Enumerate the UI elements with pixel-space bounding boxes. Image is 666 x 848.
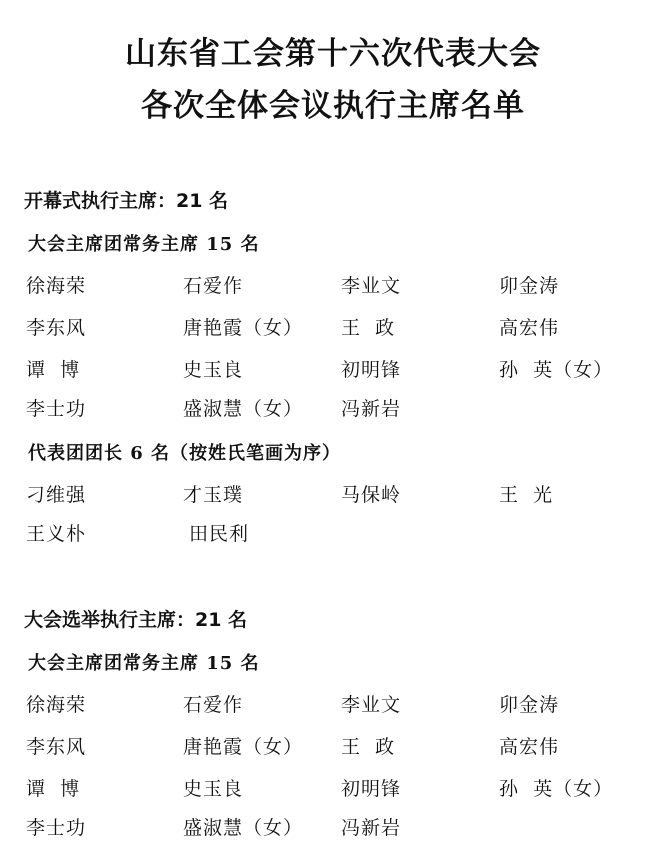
member-name: 李东风 <box>26 736 87 758</box>
member-name: 唐艳霞（女） <box>183 317 304 339</box>
name-row <box>0 815 666 841</box>
member-name: 卯金涛 <box>499 275 560 297</box>
name-row <box>0 273 666 299</box>
member-name: 高宏伟 <box>499 736 560 758</box>
member-name: 田民利 <box>189 523 250 545</box>
member-name: 李士功 <box>26 398 87 420</box>
member-name: 马保岭 <box>341 484 402 506</box>
member-name: 谭 博 <box>26 359 81 381</box>
name-row <box>0 521 666 547</box>
member-name: 初明锋 <box>341 778 402 800</box>
member-name: 徐海荣 <box>26 275 87 297</box>
name-row <box>0 357 666 383</box>
member-name: 刁维强 <box>26 484 87 506</box>
title-line-2: 各次全体会议执行主席名单 <box>141 88 525 124</box>
member-name: 王义朴 <box>26 523 87 545</box>
member-name: 王 政 <box>341 317 396 339</box>
name-row <box>0 776 666 802</box>
member-name: 盛淑慧（女） <box>183 398 304 420</box>
section-heading: 大会选举执行主席：21 名 <box>24 609 248 631</box>
member-name: 卯金涛 <box>499 694 560 716</box>
title-line-1: 山东省工会第十六次代表大会 <box>125 36 541 72</box>
group-label: 大会主席团常务主席 15 名 <box>28 234 260 255</box>
member-name: 初明锋 <box>341 359 402 381</box>
member-name: 王 光 <box>499 484 554 506</box>
member-name: 冯新岩 <box>341 817 402 839</box>
member-name: 孙 英（女） <box>499 359 614 381</box>
section-heading: 开幕式执行主席：21 名 <box>24 190 229 212</box>
group-label: 代表团团长 6 名（按姓氏笔画为序） <box>28 443 342 464</box>
member-name: 石爱作 <box>183 694 244 716</box>
member-name: 李业文 <box>341 275 402 297</box>
name-row <box>0 692 666 718</box>
member-name: 史玉良 <box>183 359 244 381</box>
member-name: 盛淑慧（女） <box>183 817 304 839</box>
member-name: 李业文 <box>341 694 402 716</box>
member-name: 李东风 <box>26 317 87 339</box>
name-row <box>0 396 666 422</box>
member-name: 唐艳霞（女） <box>183 736 304 758</box>
name-row <box>0 315 666 341</box>
name-row <box>0 734 666 760</box>
member-name: 冯新岩 <box>341 398 402 420</box>
member-name: 谭 博 <box>26 778 81 800</box>
member-name: 孙 英（女） <box>499 778 614 800</box>
member-name: 史玉良 <box>183 778 244 800</box>
member-name: 王 政 <box>341 736 396 758</box>
name-row <box>0 482 666 508</box>
group-label: 大会主席团常务主席 15 名 <box>28 653 260 674</box>
member-name: 高宏伟 <box>499 317 560 339</box>
member-name: 徐海荣 <box>26 694 87 716</box>
member-name: 李士功 <box>26 817 87 839</box>
member-name: 石爱作 <box>183 275 244 297</box>
member-name: 才玉璞 <box>183 484 244 506</box>
